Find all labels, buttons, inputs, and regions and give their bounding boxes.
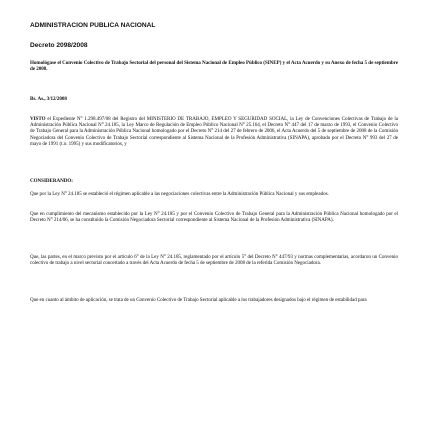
considerando-paragraph-3: Que, las partes, en el marco previsto por el artículo 6° de la Ley N° 24.185, reglamentado por el artículo 5° del Decreto N° 447/93 y normas complementarias, acordaron un Convenio colectivo de trabajo a nivel sectorial concertado a través del Acta Acuerdo de fecha 5 de septiembre de 2008 de la referida Comisión Negociadora. — [30, 254, 398, 267]
place-date: Bs. As., 3/12/2008 — [30, 96, 67, 102]
visto-text: el Expediente N° 1.298.497/08 del Registro del MINISTERIO DE TRABAJO, EMPLEO Y SEGURIDAD SOCIAL, la Ley de Convenciones Colectivas de Trabajo de la Administración Pública Nacional N° 24.185, la Ley Marco de Regulación de Empleo Público Nacional N° 25.164, el Decreto N° 447 del 17 de marzo de 1993, el Convenio Colectivo de Trabajo General para la Administración Pública Nacional homologado por el Decreto N° 214 del 27 de febrero de 2006, el Acta Acuerdo del 5 de septiembre de 2008 de la Comisión Negociadora del Convenio Colectivo de Trabajo Sectorial correspondiente al Sistema Nacional de la Profesión Administrativa (SINAPA), aprobado por el Decreto N° 993 del 27 de mayo de 1991 (t.o. 1995) y sus modificatorios, y — [30, 116, 398, 147]
considerando-paragraph-2: Que en cumplimiento del mecanismo establecido por la Ley N° 24.185 y por el Convenio Colectivo de Trabajo General para la Administración Pública Nacional homologado por el Decreto N° 214/06, se ha constituido la Comisión Negociadora Sectorial correspondiente al Sistema Nacional de la Profesión Administrativa (SINAPA). — [30, 211, 398, 224]
visto-paragraph — [30, 116, 398, 147]
agency-heading: ADMINISTRACION PUBLICA NACIONAL — [30, 22, 156, 29]
considerando-heading: CONSIDERANDO: — [30, 178, 73, 184]
visto-lead: VISTO — [30, 116, 46, 122]
decree-number: Decreto 2098/2008 — [30, 42, 88, 49]
considerando-paragraph-1: Que por la Ley N° 24.185 se estableció el régimen aplicable a las negociaciones colectivas entre la Administración Pública Nacional y sus empleados. — [30, 191, 329, 197]
decree-summary: Homológase el Convenio Colectivo de Trabajo Sectorial del personal del Sistema Nacional de Empleo Público (SINEP) y el Acta Acuerdo y su Anexo de fecha 5 de septiembre de 2008. — [30, 60, 398, 73]
considerando-paragraph-4: Que en cuanto al ámbito de aplicación, se trata de un Convenio Colectivo de Trabajo Sectorial aplicable a los trabajadores designados bajo el régimen de estabilidad para — [30, 297, 367, 303]
